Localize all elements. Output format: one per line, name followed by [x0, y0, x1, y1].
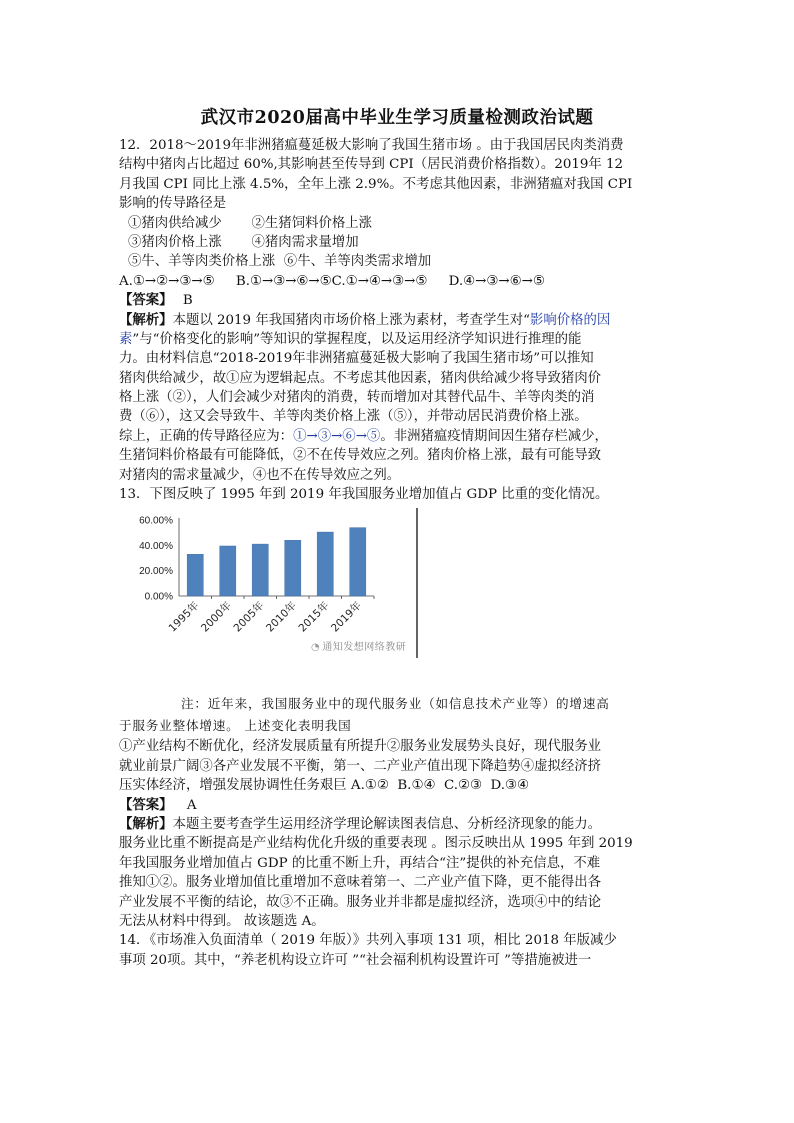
answer-options: A.①→②→③→⑤ B.①→③→⑥→⑤C.①→④→③→⑤ D.④→③→⑥→⑤: [119, 273, 545, 289]
analysis-line: [119, 330, 679, 349]
answer-line: [119, 796, 679, 815]
question-stem-line: 事项 20项。其中，“养老机构设立许可 ”“社会福利机构设置许可 ”等措施被进一: [119, 952, 592, 968]
analysis-line: 服务业比重不断提高是产业结构优化升级的重要表现 。图示反映出从 1995 年到 2019: [119, 836, 633, 852]
analysis-line: 产业发展不平衡的结论，故③不正确。服务业并非都是虚拟经济，选项④中的结论: [119, 894, 602, 910]
question-14: [119, 931, 679, 970]
y-tick-label: 40.00%: [139, 541, 173, 553]
answer-label: 【答案】: [119, 292, 173, 309]
analysis-line: 年我国服务业增加值占 GDP 的比重不断上升，再结合“注”提供的补充信息，不难: [119, 855, 601, 871]
chart-bar: [220, 546, 236, 596]
analysis-line: 推知①②。服务业增加值比重增加不意味着第一、二产业产值下降，更不能得出各: [119, 875, 602, 891]
analysis-text: 本题以 2019 年我国猪肉市场价格上涨为素材，考查学生对“: [172, 312, 530, 328]
analysis-text: 本题主要考查学生运用经济学理论解读图表信息、分析经济现象的能力。: [172, 816, 602, 832]
chart-bar: [187, 555, 203, 597]
analysis-highlight: ①→③→⑥→⑤: [293, 428, 381, 444]
analysis-line: 对猪肉的需求量减少，④也不在传导效应之列。: [119, 467, 401, 483]
choice-item-line: ⑤牛、羊等肉类价格上涨 ⑥牛、羊等肉类需求增加: [128, 254, 432, 270]
y-tick-label: 60.00%: [139, 515, 173, 527]
analysis-line: 格上涨（②），人们会减少对猪肉的消费，转而增加对其替代品牛、羊等肉类的消: [119, 390, 595, 406]
x-tick-label: 2019年: [329, 600, 364, 635]
choice-item-line: 就业前景广阔③各产业发展不平衡，第一、二产业产值出现下降趋势④虚拟经济挤: [119, 758, 602, 774]
choice-item-line: ①猪肉供给减少 ②生猪饲料价格上涨: [128, 215, 373, 231]
analysis-line: [119, 311, 679, 330]
wechat-icon: ◔: [311, 642, 321, 654]
analysis-line: [119, 427, 679, 446]
choice-item-line: 压实体经济，增强发展协调性任务艰巨 A.①② B.①④ C.②③ D.③④: [119, 778, 530, 794]
choice-item-line: ③猪肉价格上涨 ④猪肉需求量增加: [128, 234, 359, 250]
question-stem-line: 月我国 CPI 同比上涨 4.5%，全年上涨 2.9%。不考虑其他因素，非洲猪瘟对我国 CPI: [119, 176, 633, 192]
analysis-line: 无法从材料中得到。 故该题选 A。: [119, 913, 325, 929]
chart-note-line: 注：近年来，我国服务业中的现代服务业（如信息技术产业等）的增速高: [181, 696, 610, 712]
chart-bar: [285, 541, 301, 597]
x-tick-label: 1995年: [166, 600, 202, 635]
analysis-line: [119, 815, 679, 834]
analysis-highlight: 素: [119, 331, 133, 347]
answer-line: [119, 291, 679, 310]
answer-value: A: [186, 797, 197, 813]
x-tick-label: 2005年: [231, 600, 267, 635]
answer-label: 【答案】: [119, 796, 173, 813]
analysis-line: 力。由材料信息“2018-2019年非洲猪瘟蔓延极大影响了我国生猪市场”可以推知: [119, 351, 594, 367]
watermark: [311, 638, 406, 653]
document-body: [119, 136, 679, 970]
chart-note-line: 于服务业整体增速。 上述变化表明我国: [119, 718, 352, 734]
question-stem-line: 结构中猪肉占比超过 60%,其影响甚至传导到 CPI（居民消费价格指数）。2019年 12: [119, 157, 624, 173]
analysis-text: 。非洲猪瘟疫情期间因生猪存栏减少，: [380, 428, 608, 444]
chart-bar: [350, 528, 366, 596]
question-13: [119, 485, 679, 931]
chart-bar: [317, 532, 333, 596]
choice-item-line: ①产业结构不断优化，经济发展质量有所提升②服务业发展势头良好，现代服务业: [119, 739, 602, 755]
analysis-line: 费（⑥），这又会导致牛、羊等肉类价格上涨（⑤），并带动居民消费价格上涨。: [119, 409, 588, 425]
x-tick-label: 2010年: [264, 600, 299, 635]
service-industry-chart: [119, 508, 419, 673]
question-stem-line: 影响的传导路径是: [119, 196, 227, 212]
analysis-label: 【解析】: [119, 311, 173, 328]
y-tick-label: 20.00%: [139, 566, 173, 578]
question-stem-line: 14．《市场准入负面清单（ 2019 年版）》共列入事项 131 项，相比 2018 年版减少: [119, 933, 617, 949]
page-title: 武汉市2020届高中毕业生学习质量检测政治试题: [200, 108, 594, 128]
question-stem-line: 13．下图反映了 1995 年到 2019 年我国服务业增加值占 GDP 比重的变化情况。: [119, 487, 609, 503]
y-tick-label: 0.00%: [144, 591, 173, 603]
analysis-label: 【解析】: [119, 815, 173, 832]
x-tick-label: 2015年: [296, 600, 332, 635]
analysis-text: ”与“价格变化的影响”等知识的掌握程度，以及运用经济学知识进行推理的能: [132, 331, 582, 347]
watermark-text: 通知发想网络教研: [322, 642, 407, 654]
analysis-line: 猪肉供给减少，故①应为逻辑起点。不考虑其他因素，猪肉供给减少将导致猪肉价: [119, 370, 602, 386]
analysis-text: 综上，正确的传导路径应为：: [119, 428, 294, 444]
x-tick-label: 2000年: [199, 600, 234, 635]
chart-bar: [252, 544, 268, 596]
analysis-line: 生猪饲料价格最有可能降低，②不在传导效应之列。猪肉价格上涨，最有可能导致: [119, 448, 602, 464]
analysis-highlight: 影响价格的因: [529, 312, 611, 328]
question-12: [119, 136, 679, 485]
answer-value: B: [182, 293, 193, 309]
question-stem-line: 12．2018～2019年非洲猪瘟蔓延极大影响了我国生猪市场 。由于我国居民肉类消费: [119, 138, 624, 153]
